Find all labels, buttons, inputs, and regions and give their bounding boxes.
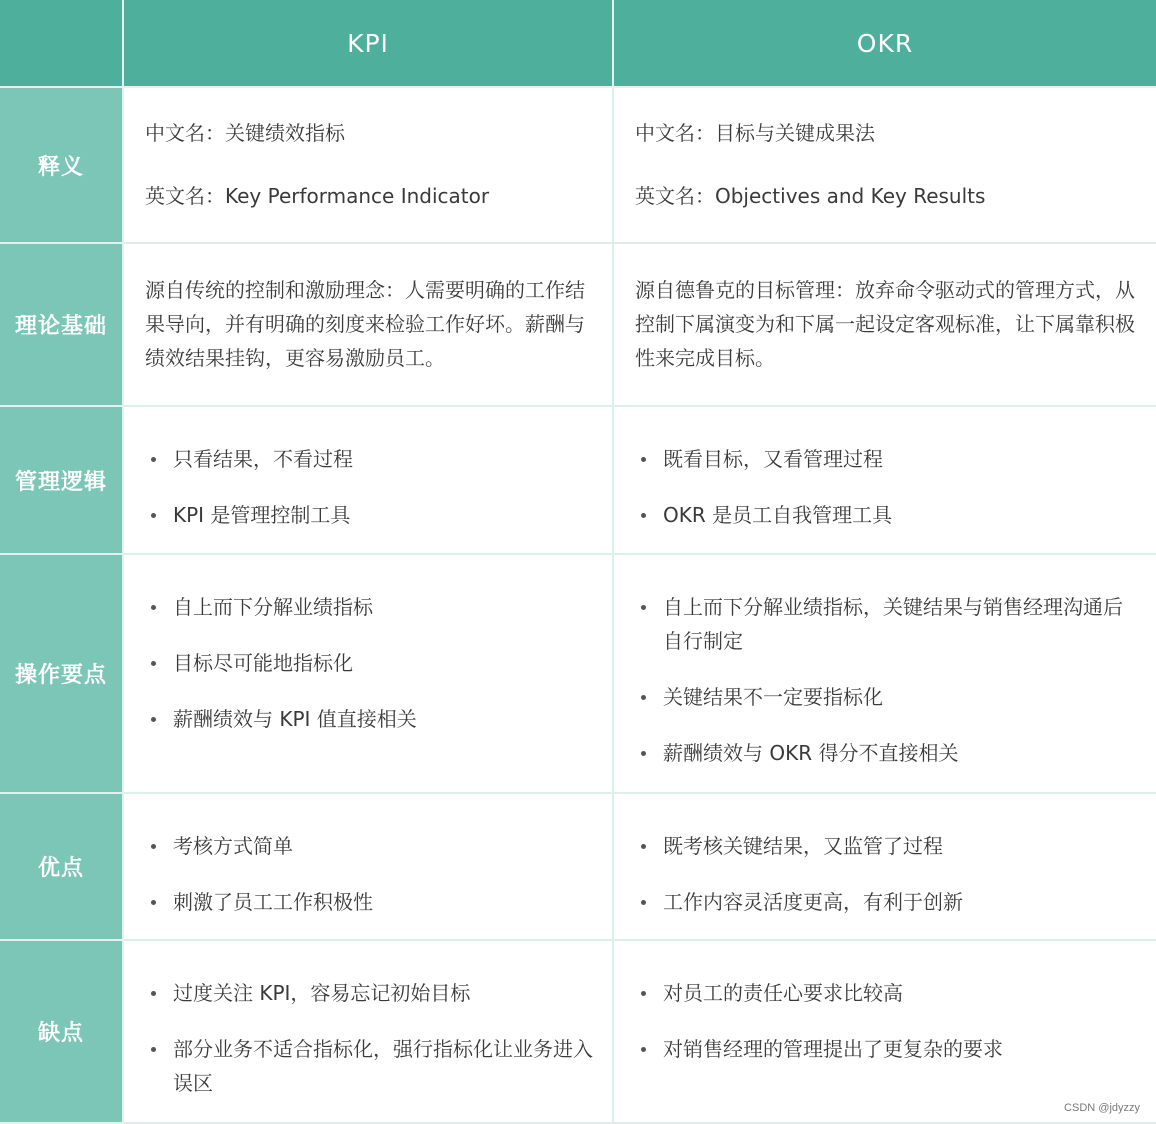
list-item [635, 498, 1138, 532]
bullet-dot-icon [151, 717, 156, 722]
list-item [145, 498, 594, 532]
row-label-key-operations: 操作要点 [0, 555, 124, 794]
list-item [635, 976, 1138, 1010]
bullet-dot-icon [151, 605, 156, 610]
list-item [145, 976, 594, 1010]
list-item-text: 考核方式简单 [173, 834, 293, 858]
row-label-theory: 理论基础 [0, 244, 124, 407]
list-item [635, 736, 1138, 770]
list-item [635, 680, 1138, 714]
row-label-definition: 释义 [0, 88, 124, 244]
kpi-advantages [124, 794, 614, 941]
list-item [635, 1032, 1138, 1066]
list-item [145, 590, 594, 624]
kpi-english-name: 英文名：Key Performance Indicator [145, 184, 490, 208]
bullet-dot-icon [641, 513, 646, 518]
list-item [635, 442, 1138, 476]
bullet-dot-icon [151, 991, 156, 996]
list-item-text: 对销售经理的管理提出了更复杂的要求 [663, 1037, 1003, 1061]
list-item-text: 自上而下分解业绩指标，关键结果与销售经理沟通后自行制定 [663, 595, 1123, 653]
header-okr: OKR [614, 0, 1156, 88]
list-item-text: 既考核关键结果，又监管了过程 [663, 834, 943, 858]
bullet-dot-icon [641, 991, 646, 996]
okr-chinese-name: 中文名：目标与关键成果法 [635, 121, 875, 145]
list-item-text: 过度关注 KPI，容易忘记初始目标 [173, 981, 471, 1005]
list-item [145, 1032, 594, 1100]
okr-english-name: 英文名：Objectives and Key Results [635, 184, 986, 208]
csdn-watermark: CSDN @jdyzzy [1064, 1102, 1140, 1114]
list-item-text: 目标尽可能地指标化 [173, 651, 353, 675]
list-item [145, 829, 594, 863]
list-item [145, 646, 594, 680]
bullet-dot-icon [641, 900, 646, 905]
list-item-text: 薪酬绩效与 KPI 值直接相关 [173, 707, 417, 731]
header-kpi: KPI [124, 0, 614, 88]
header-corner [0, 0, 124, 88]
bullet-dot-icon [151, 900, 156, 905]
bullet-dot-icon [151, 513, 156, 518]
list-item [145, 442, 594, 476]
okr-definition [614, 88, 1156, 244]
kpi-definition [124, 88, 614, 244]
list-item-text: OKR 是员工自我管理工具 [663, 503, 893, 527]
okr-management-logic [614, 407, 1156, 555]
list-item [635, 885, 1138, 919]
list-item [635, 590, 1138, 658]
list-item [635, 829, 1138, 863]
bullet-dot-icon [641, 751, 646, 756]
bullet-dot-icon [641, 1047, 646, 1052]
list-item-text: 只看结果，不看过程 [173, 447, 353, 471]
list-item-text: 薪酬绩效与 OKR 得分不直接相关 [663, 741, 959, 765]
bullet-dot-icon [641, 457, 646, 462]
bullet-dot-icon [641, 844, 646, 849]
list-item-text: 对员工的责任心要求比较高 [663, 981, 903, 1005]
list-item-text: 关键结果不一定要指标化 [663, 685, 883, 709]
bullet-dot-icon [151, 457, 156, 462]
list-item-text: 刺激了员工工作积极性 [173, 890, 373, 914]
kpi-disadvantages [124, 941, 614, 1124]
okr-key-operations [614, 555, 1156, 794]
bullet-dot-icon [151, 661, 156, 666]
row-label-disadvantages: 缺点 [0, 941, 124, 1124]
list-item [145, 702, 594, 736]
bullet-dot-icon [151, 1047, 156, 1052]
list-item-text: KPI 是管理控制工具 [173, 503, 351, 527]
list-item-text: 既看目标，又看管理过程 [663, 447, 883, 471]
bullet-dot-icon [151, 844, 156, 849]
list-item-text: 自上而下分解业绩指标 [173, 595, 373, 619]
okr-theory: 源自德鲁克的目标管理：放弃命令驱动式的管理方式，从控制下属演变为和下属一起设定客观标准，让下属靠积极性来完成目标。 [614, 244, 1156, 407]
okr-advantages [614, 794, 1156, 941]
list-item-text: 部分业务不适合指标化，强行指标化让业务进入误区 [173, 1037, 593, 1095]
kpi-management-logic [124, 407, 614, 555]
kpi-theory: 源自传统的控制和激励理念：人需要明确的工作结果导向，并有明确的刻度来检验工作好坏。薪酬与绩效结果挂钩，更容易激励员工。 [124, 244, 614, 407]
row-label-management-logic: 管理逻辑 [0, 407, 124, 555]
okr-disadvantages [614, 941, 1156, 1124]
list-item-text: 工作内容灵活度更高，有利于创新 [663, 890, 963, 914]
kpi-key-operations [124, 555, 614, 794]
bullet-dot-icon [641, 605, 646, 610]
row-label-advantages: 优点 [0, 794, 124, 941]
bullet-dot-icon [641, 695, 646, 700]
kpi-chinese-name: 中文名：关键绩效指标 [145, 121, 345, 145]
list-item [145, 885, 594, 919]
